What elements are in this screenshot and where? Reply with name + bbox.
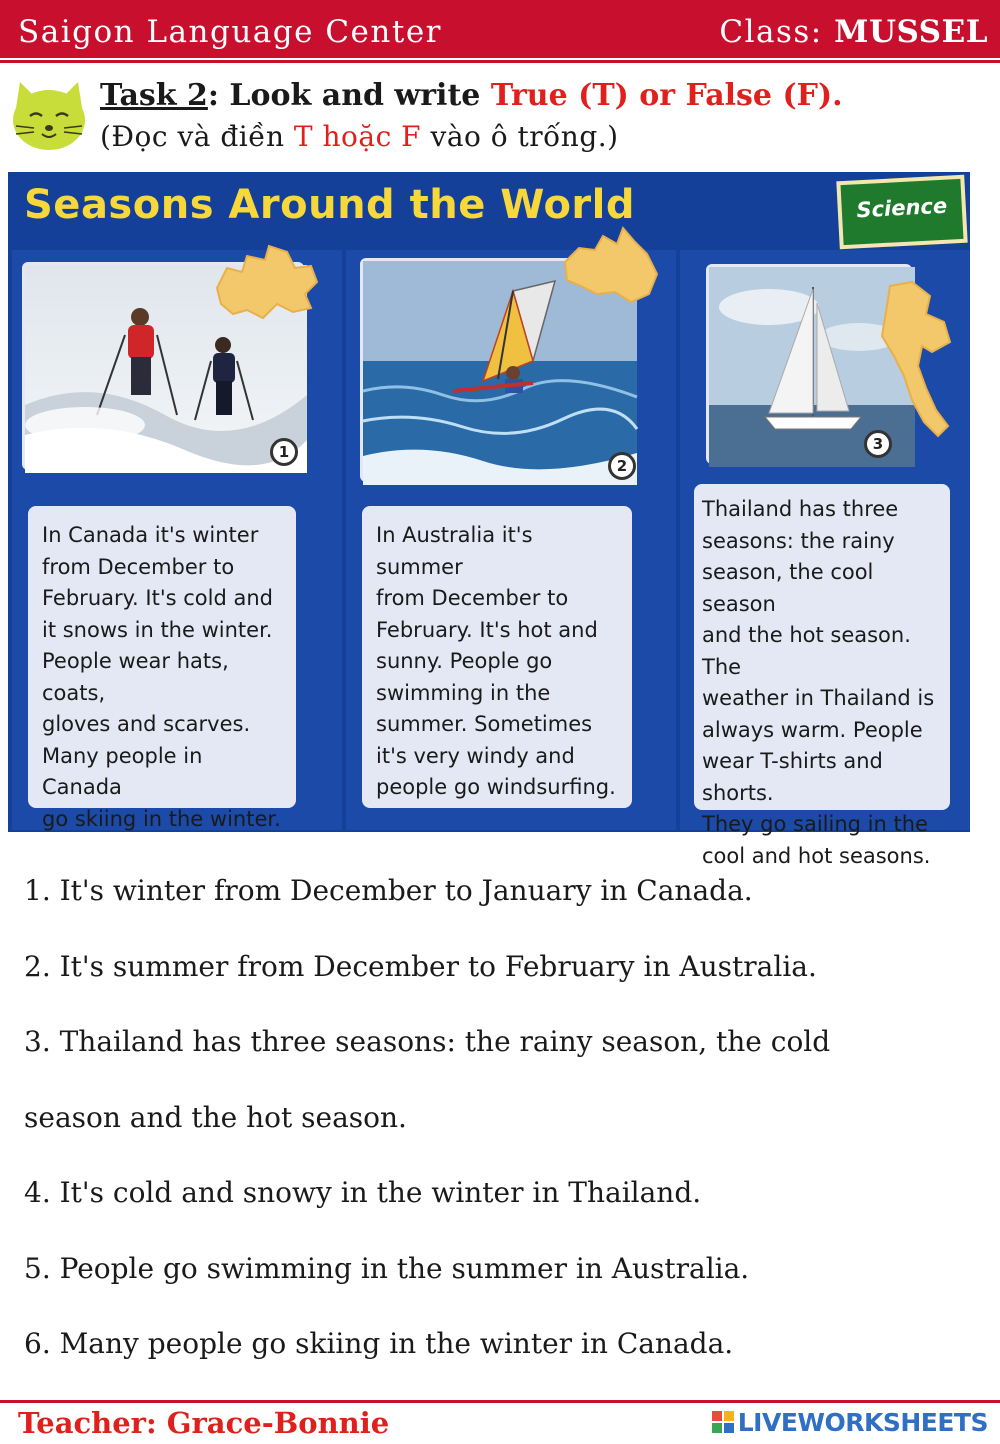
footer-divider — [0, 1400, 1000, 1403]
text-line: and the hot season. The — [702, 623, 911, 679]
text-line: In Canada it's winter — [42, 523, 259, 547]
text-line: February. It's hot and — [376, 617, 598, 642]
liveworksheets-brand — [712, 1408, 988, 1437]
class-name: MUSSEL — [834, 14, 988, 50]
text-line: In Australia it's summer — [376, 523, 533, 579]
school-name: Saigon Language Center — [18, 14, 442, 50]
panel-number-badge: 1 — [270, 438, 298, 466]
task-subtitle — [100, 120, 619, 153]
statement-2: 2. It's summer from December to February in Australia. — [24, 950, 817, 983]
text-line: always warm. People — [702, 717, 923, 742]
task-instruction: : Look and write — [207, 78, 491, 113]
thailand-text — [694, 484, 950, 868]
text-line: seasons: the rainy — [702, 528, 895, 553]
canada-text — [28, 506, 296, 831]
statement-4: 4. It's cold and snowy in the winter in Thailand. — [24, 1176, 702, 1209]
liveworksheets-label: LIVEWORKSHEETS — [737, 1408, 988, 1437]
text-line: cool and hot seasons. — [702, 843, 931, 868]
text-line: February. It's cold and — [42, 586, 273, 610]
text-line: They go sailing in the — [702, 812, 928, 836]
panel-thailand — [680, 250, 970, 868]
statement-3-continued: season and the hot season. — [24, 1101, 407, 1134]
text-line: go skiing in the winter. — [42, 806, 281, 831]
text-line: summer. Sometimes — [376, 712, 593, 736]
statement-5: 5. People go swimming in the summer in Australia. — [24, 1252, 750, 1285]
task-sub-highlight: T hoặc F — [293, 120, 422, 153]
text-line: weather in Thailand is — [702, 686, 935, 710]
reading-poster — [8, 172, 970, 868]
header-bar — [0, 0, 1000, 58]
text-line: it snows in the winter. — [42, 617, 273, 642]
panel-canada — [12, 250, 342, 830]
header-divider — [0, 60, 1000, 63]
panel-australia — [346, 250, 676, 830]
text-line: Many people in Canada — [42, 743, 203, 799]
thailand-map-icon — [860, 276, 970, 446]
statement-1: 1. It's winter from December to January in Canada. — [24, 874, 753, 907]
text-line: from December to — [376, 586, 569, 610]
teacher-name: Teacher: Grace-Bonnie — [18, 1406, 390, 1440]
cat-mascot-icon — [6, 78, 92, 152]
text-line: people go windsurfing. — [376, 775, 616, 799]
science-badge — [836, 175, 967, 250]
text-line: it's very windy and — [376, 743, 575, 768]
canada-map-icon — [207, 238, 327, 338]
panel-number-badge: 3 — [864, 430, 892, 458]
australia-map-icon — [551, 214, 671, 314]
task-sub-close: vào ô trống.) — [421, 120, 619, 153]
statement-3: 3. Thailand has three seasons: the rainy season, the cold — [24, 1025, 831, 1058]
text-line: from December to — [42, 554, 235, 579]
class-label: Class: — [719, 14, 823, 50]
task-sub-open: (Đọc và điền — [100, 120, 294, 153]
task-label: Task 2 — [100, 78, 208, 113]
liveworksheets-logo-icon — [712, 1411, 734, 1433]
panel-number-badge: 2 — [608, 452, 636, 480]
text-line: Thailand has three — [702, 497, 899, 521]
text-line: People wear hats, coats, — [42, 649, 229, 705]
text-line: wear T-shirts and shorts. — [702, 749, 883, 805]
science-badge-label: Science — [855, 193, 948, 223]
class-info — [719, 14, 988, 50]
text-line: sunny. People go — [376, 649, 553, 673]
australia-text — [362, 506, 632, 808]
text-line: gloves and scarves. — [42, 712, 251, 736]
statement-6: 6. Many people go skiing in the winter in Canada. — [24, 1327, 734, 1360]
task-heading — [100, 78, 843, 113]
poster-title: Seasons Around the World — [24, 182, 636, 228]
text-line: swimming in the — [376, 680, 551, 705]
task-highlight: True (T) or False (F). — [490, 78, 843, 113]
text-line: season, the cool season — [702, 560, 874, 616]
